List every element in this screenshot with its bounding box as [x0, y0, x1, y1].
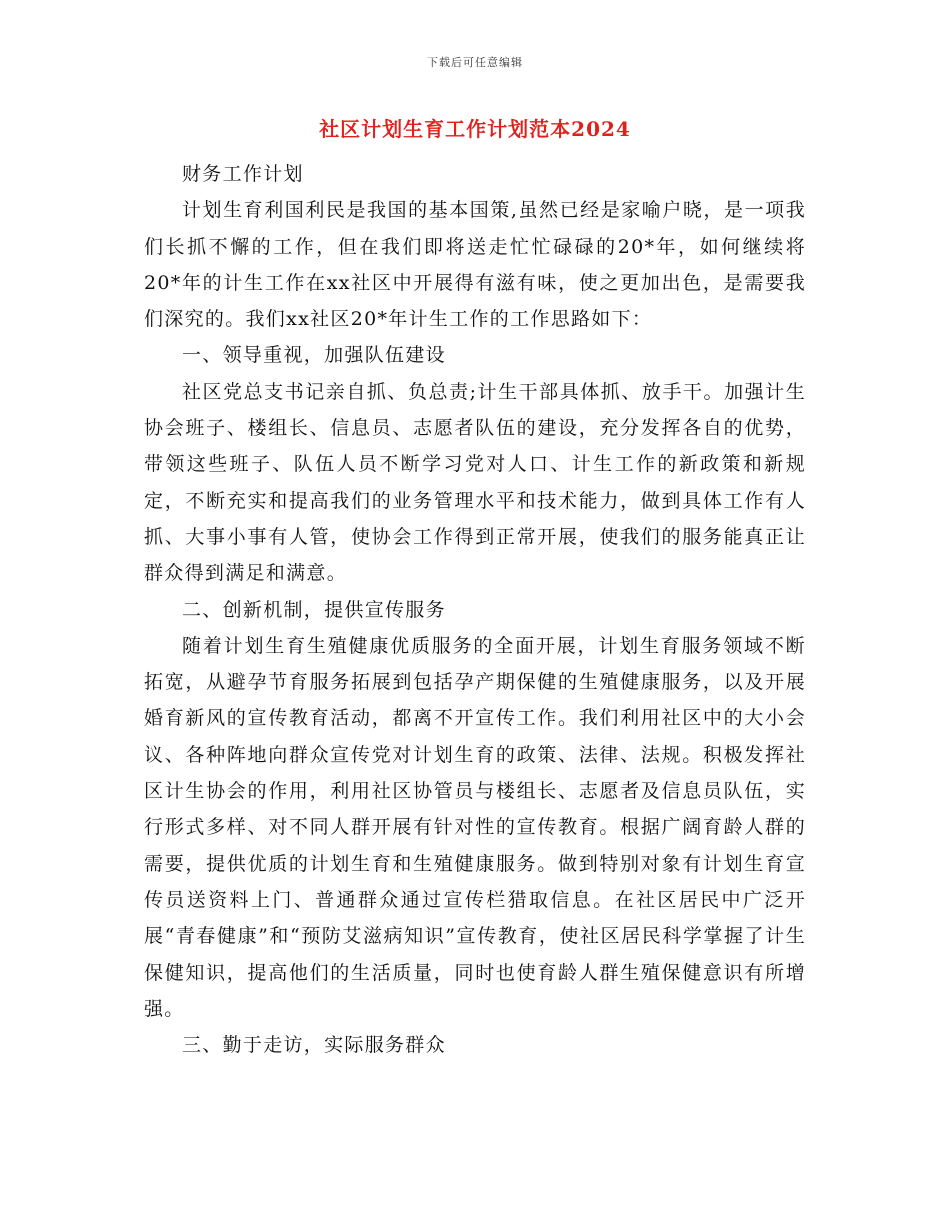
section-heading-1: 一、领导重视，加强队伍建设: [182, 344, 446, 367]
section-heading-2: 二、创新机制，提供宣传服务: [182, 598, 446, 621]
document-body: [144, 156, 806, 1063]
document-title: 社区计划生育工作计划范本2024: [319, 117, 631, 141]
paragraph-section-1: 社区党总支书记亲自抓、负总责;计生干部具体抓、放手干。加强计生协会班子、楼组长、信息员、志愿者队伍的建设，充分发挥各自的优势，带领这些班子、队伍人员不断学习党对人口、计生工作的新政策和新规定，不断充实和提高我们的业务管理水平和技术能力，做到具体工作有人抓、大事小事有人管，使协会工作得到正常开展，使我们的服务能真正让群众得到满足和满意。: [144, 380, 806, 585]
header-note: 下载后可任意编辑: [427, 56, 523, 69]
paragraph-section-2: 随着计划生育生殖健康优质服务的全面开展，计划生育服务领域不断拓宽，从避孕节育服务拓展到包括孕产期保健的生殖健康服务，以及开展婚育新风的宣传教育活动，都离不开宣传工作。我们利用社区中的大小会议、各种阵地向群众宣传党对计划生育的政策、法律、法规。积极发挥社区计生协会的作用，利用社区协管员与楼组长、志愿者及信息员队伍，实行形式多样、对不同人群开展有针对性的宣传教育。根据广阔育龄人群的需要，提供优质的计划生育和生殖健康服务。做到特别对象有计划生育宣传员送资料上门、普通群众通过宣传栏猎取信息。在社区居民中广泛开展“青春健康”和“预防艾滋病知识”宣传教育，使社区居民科学掌握了计生保健知识，提高他们的生活质量，同时也使育龄人群生殖保健意识有所增强。: [144, 634, 806, 1020]
paragraph-intro: 计划生育利国利民是我国的基本国策,虽然已经是家喻户晓，是一项我们长抓不懈的工作，但在我们即将送走忙忙碌碌的20*年，如何继续将20*年的计生工作在xx社区中开展得有滋有味，使之更加出色，是需要我们深究的。我们xx社区20*年计生工作的工作思路如下：: [144, 199, 806, 331]
section-heading-3: 三、勤于走访，实际服务群众: [182, 1034, 446, 1057]
section-heading-finance: 财务工作计划: [182, 163, 304, 185]
